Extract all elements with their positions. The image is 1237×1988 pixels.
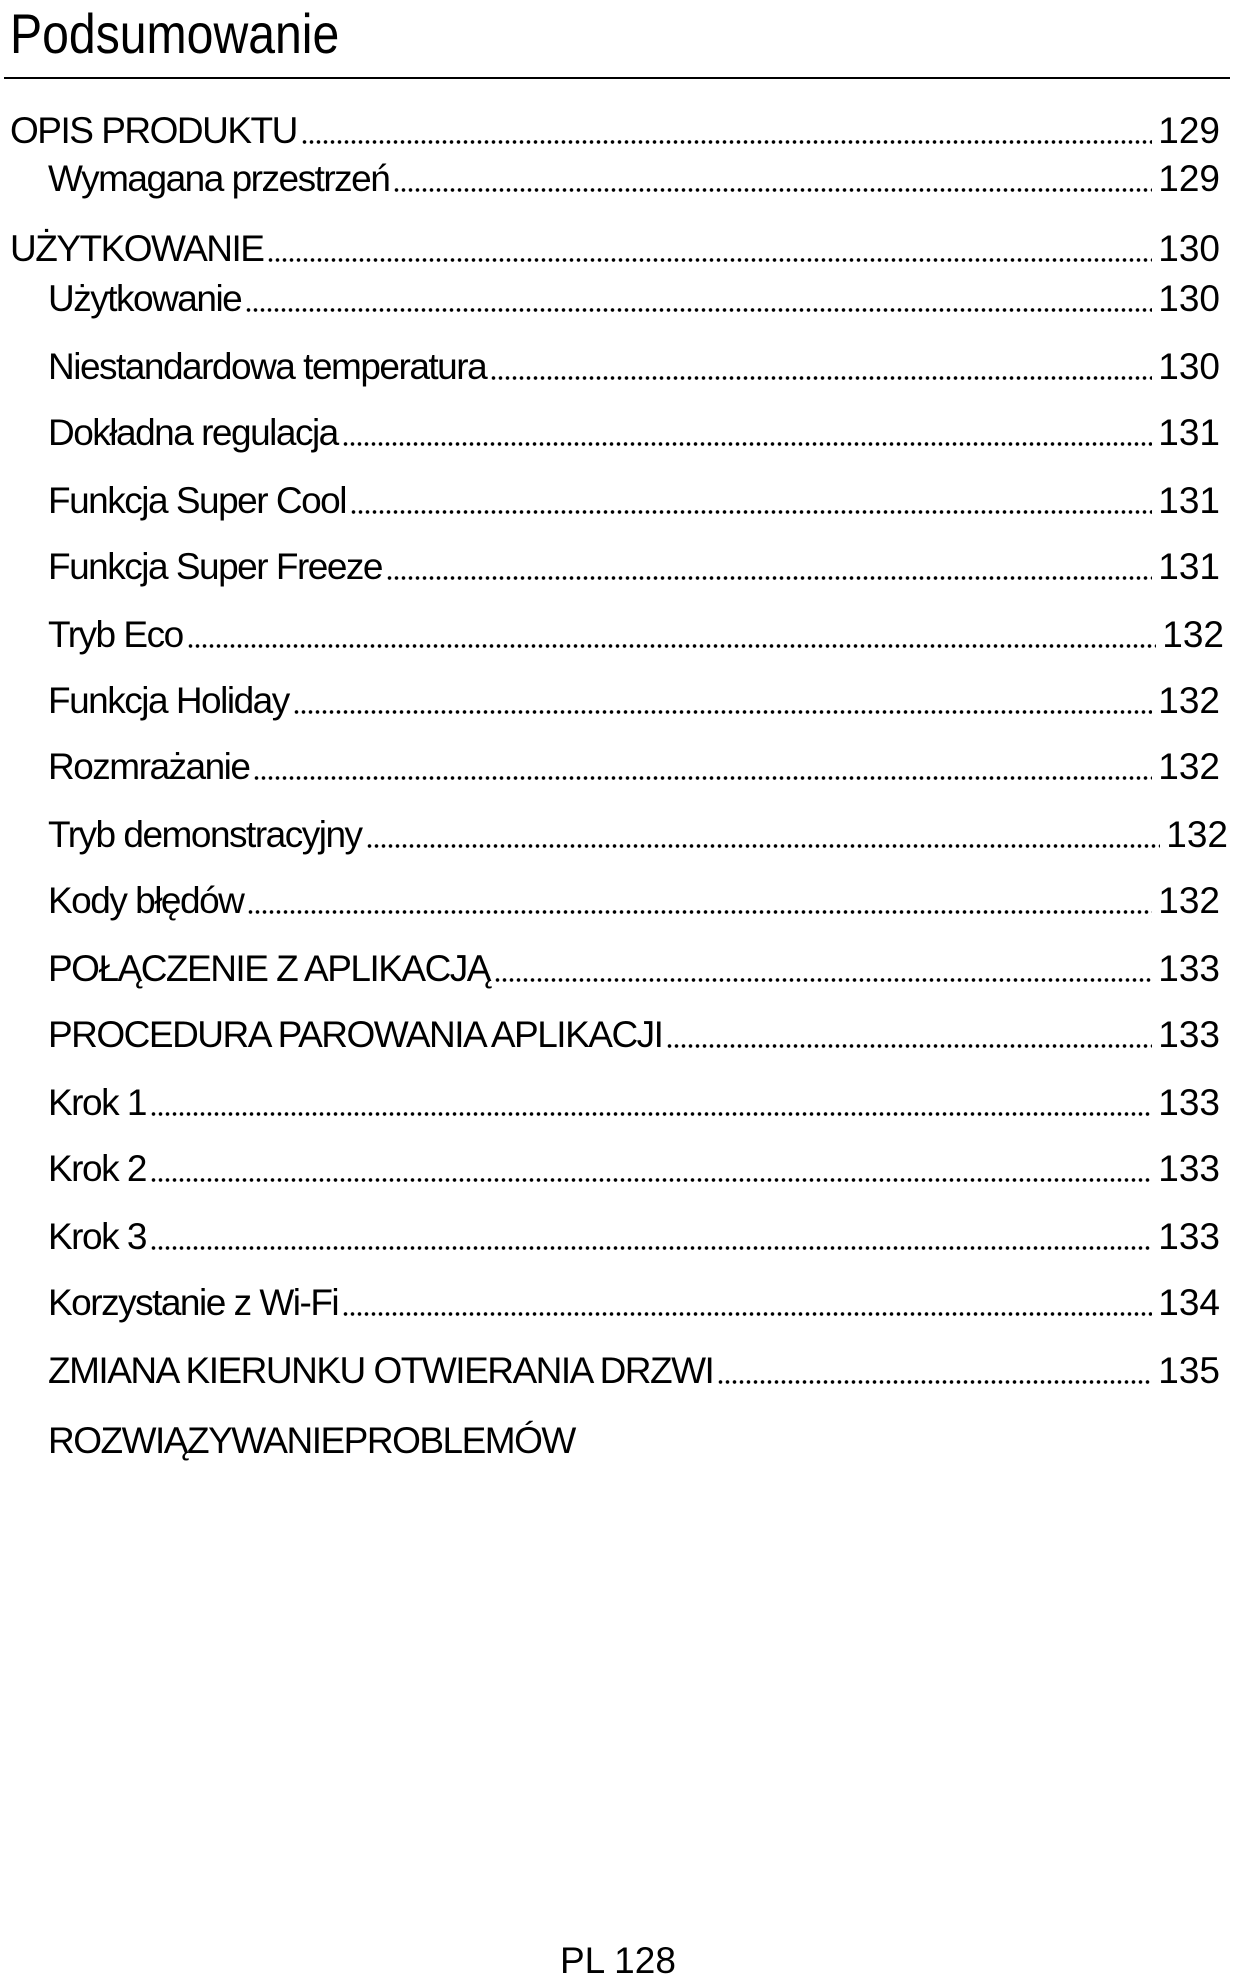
- toc-entry[interactable]: [48, 1146, 1220, 1192]
- toc-entry-page: 129: [1158, 158, 1220, 199]
- toc-entry-label: ZMIANA KIERUNKU OTWIERANIA DRZWI: [48, 1350, 714, 1391]
- toc-entry-leader: [393, 187, 1152, 193]
- toc-entry-label: Korzystanie z Wi-Fi: [48, 1282, 339, 1323]
- toc-entry[interactable]: [10, 108, 1220, 154]
- toc-entry-page: 133: [1158, 1148, 1220, 1189]
- toc-entry-page: 133: [1158, 1082, 1220, 1123]
- toc-entry[interactable]: [48, 478, 1220, 524]
- toc-entry-leader: [150, 1245, 1152, 1251]
- toc-entry-page: 131: [1158, 546, 1220, 587]
- toc-entry-label: Użytkowanie: [48, 278, 242, 319]
- toc-entry-leader: [267, 257, 1152, 263]
- toc-entry-leader: [342, 441, 1153, 447]
- toc-entry-label: OPIS PRODUKTU: [10, 110, 297, 151]
- toc-entry-page: 133: [1158, 1014, 1220, 1055]
- toc-entry-page: 132: [1158, 680, 1220, 721]
- toc-entry[interactable]: [48, 1080, 1220, 1126]
- toc-entry-leader: [366, 843, 1161, 849]
- toc-entry[interactable]: [48, 1348, 1220, 1394]
- toc-entry-page: 130: [1158, 228, 1220, 269]
- toc-entry[interactable]: [48, 812, 1228, 858]
- toc-entry-leader: [187, 643, 1157, 649]
- toc-entry[interactable]: [48, 1418, 948, 1464]
- toc-entry[interactable]: [48, 1214, 1220, 1260]
- toc-entry-leader: [342, 1311, 1152, 1317]
- toc-entry-leader: [386, 575, 1152, 581]
- toc-entry-page: 133: [1158, 1216, 1220, 1257]
- toc-entry[interactable]: [48, 678, 1220, 724]
- toc-entry-label: Dokładna regulacja: [48, 412, 338, 453]
- toc-entry-leader: [301, 139, 1152, 145]
- toc-entry-page: 132: [1162, 614, 1224, 655]
- toc-entry-label: PROCEDURA PAROWANIA APLIKACJI: [48, 1014, 663, 1055]
- toc-entry-label: Funkcja Super Cool: [48, 480, 346, 521]
- toc-entry-label: Rozmrażanie: [48, 746, 250, 787]
- toc-entry-leader: [490, 375, 1152, 381]
- toc-entry-page: 132: [1158, 880, 1220, 921]
- toc-entry[interactable]: [48, 344, 1220, 390]
- toc-entry[interactable]: [48, 1012, 1220, 1058]
- toc-entry-label: Kody błędów: [48, 880, 244, 921]
- toc-entry[interactable]: [48, 410, 1220, 456]
- toc-entry-page: 134: [1158, 1282, 1220, 1323]
- toc-entry-label: Krok 1: [48, 1082, 146, 1123]
- toc-entry-leader: [150, 1177, 1152, 1183]
- toc-entry[interactable]: [48, 612, 1224, 658]
- toc-entry-page: 133: [1158, 948, 1220, 989]
- toc-entry-leader: [150, 1111, 1152, 1117]
- toc-entry[interactable]: [48, 1280, 1220, 1326]
- toc-entry-leader: [350, 509, 1152, 515]
- toc-entry[interactable]: [48, 878, 1220, 924]
- toc-entry-page: 129: [1158, 110, 1220, 151]
- page-number-footer: PL 128: [560, 1940, 676, 1981]
- toc-entry[interactable]: [48, 544, 1220, 590]
- toc-entry-leader: [717, 1379, 1152, 1385]
- toc-entry[interactable]: [10, 226, 1220, 272]
- toc-entry-leader: [666, 1043, 1152, 1049]
- toc-entry-leader: [245, 307, 1152, 313]
- toc-entry-label: Tryb demonstracyjny: [48, 814, 362, 855]
- toc-entry-leader: [247, 909, 1152, 915]
- toc-entry-leader: [293, 709, 1153, 715]
- toc-entry-leader: [494, 977, 1152, 983]
- toc-entry[interactable]: [48, 946, 1220, 992]
- toc-entry[interactable]: [48, 276, 1220, 322]
- toc-entry-label: POŁĄCZENIE Z APLIKACJĄ: [48, 948, 490, 989]
- toc-entry-label: Niestandardowa temperatura: [48, 346, 487, 387]
- page-title: Podsumowanie: [10, 2, 340, 65]
- toc-entry-page: 131: [1158, 412, 1220, 453]
- toc-entry-page: 132: [1158, 746, 1220, 787]
- toc-entry-page: 130: [1158, 346, 1220, 387]
- toc-entry-label: ROZWIĄZYWANIEPROBLEMÓW: [48, 1420, 575, 1461]
- toc-entry-page: 132: [1166, 814, 1228, 855]
- toc-entry-page: 131: [1158, 480, 1220, 521]
- toc-entry-page: 135: [1158, 1350, 1220, 1391]
- toc-entry-label: Wymagana przestrzeń: [48, 158, 390, 199]
- toc-entry[interactable]: [48, 156, 1220, 202]
- toc-entry-label: Krok 2: [48, 1148, 146, 1189]
- toc-entry-label: UŻYTKOWANIE: [10, 228, 264, 269]
- toc-entry-label: Krok 3: [48, 1216, 146, 1257]
- toc-entry-leader: [253, 775, 1152, 781]
- toc-entry-page: 130: [1158, 278, 1220, 319]
- toc-entry-label: Funkcja Super Freeze: [48, 546, 383, 587]
- toc-entry[interactable]: [48, 744, 1220, 790]
- toc-entry-label: Tryb Eco: [48, 614, 183, 655]
- toc-entry-label: Funkcja Holiday: [48, 680, 289, 721]
